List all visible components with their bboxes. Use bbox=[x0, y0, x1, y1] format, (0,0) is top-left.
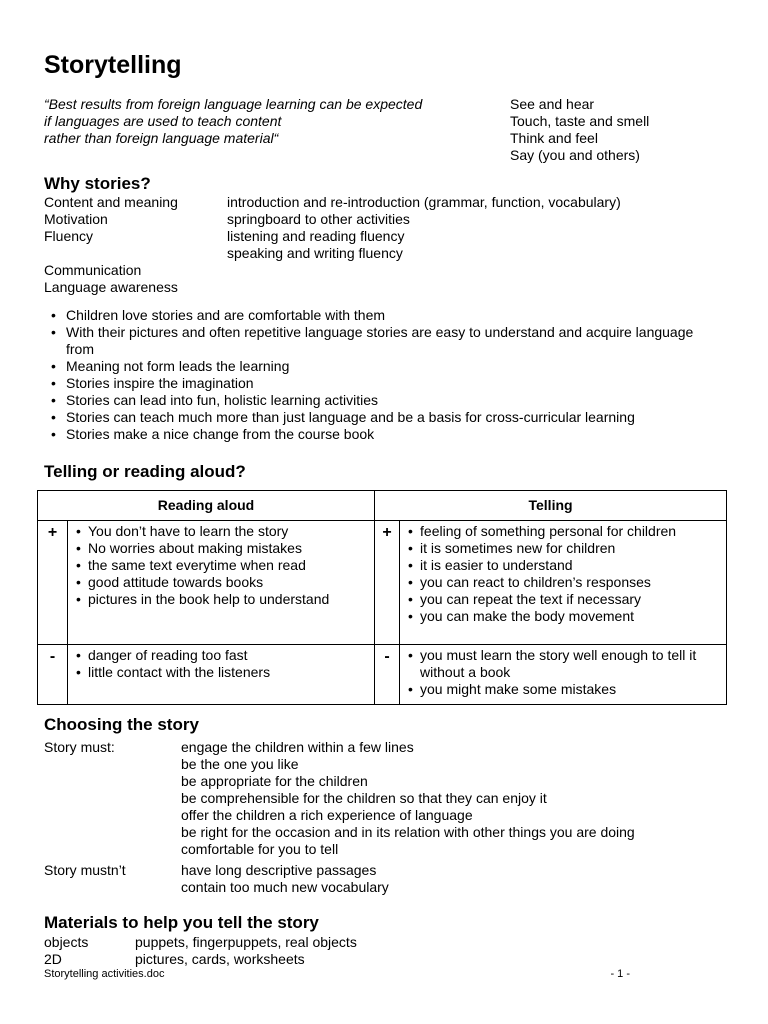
spacer bbox=[44, 807, 181, 824]
comparison-table bbox=[37, 490, 727, 705]
spacer bbox=[44, 879, 181, 896]
list-item: • Stories can teach much more than just language and be a basis for cross-curricular learning bbox=[44, 409, 724, 426]
why-row-value: listening and reading fluency bbox=[227, 228, 405, 244]
why-row-value bbox=[227, 262, 724, 279]
list-item: • Meaning not form leads the learning bbox=[44, 358, 724, 375]
why-row bbox=[44, 194, 724, 211]
list-item: comfortable for you to tell bbox=[181, 841, 339, 857]
sense-item: Think and feel bbox=[510, 130, 598, 146]
materials-label: objects bbox=[44, 934, 89, 950]
why-row-label: Content and meaning bbox=[44, 194, 178, 210]
reading-plus-cell bbox=[68, 521, 375, 645]
why-row-label: Motivation bbox=[44, 211, 108, 227]
list-item: • Children love stories and are comfortable with them bbox=[44, 307, 724, 324]
page-footer bbox=[44, 968, 630, 981]
choosing-row bbox=[44, 756, 744, 773]
list-item: • pictures in the book help to understand bbox=[74, 591, 368, 608]
reading-minus-cell bbox=[68, 645, 375, 705]
materials-row bbox=[44, 934, 544, 951]
list-item: engage the children within a few lines bbox=[181, 739, 414, 755]
why-row-value bbox=[227, 279, 724, 296]
spacer bbox=[44, 790, 181, 807]
choosing-row bbox=[44, 790, 744, 807]
plus-sign: + bbox=[375, 521, 400, 645]
minus-sign: - bbox=[38, 645, 68, 705]
table-header-row bbox=[38, 491, 727, 521]
list-item: • the same text everytime when read bbox=[74, 557, 368, 574]
footer-filename: Storytelling activities.doc bbox=[44, 968, 165, 980]
list-item: • You don’t have to learn the story bbox=[74, 523, 368, 540]
list-item: be the one you like bbox=[181, 756, 299, 772]
list-item: • it is easier to understand bbox=[406, 557, 720, 574]
why-row bbox=[44, 245, 724, 262]
why-row-label bbox=[44, 245, 227, 262]
list-item: • No worries about making mistakes bbox=[74, 540, 368, 557]
minus-sign: - bbox=[375, 645, 400, 705]
list-item: • you can make the body movement bbox=[406, 608, 720, 625]
list-item: be appropriate for the children bbox=[181, 773, 368, 789]
plus-sign: + bbox=[38, 521, 68, 645]
why-row bbox=[44, 279, 724, 296]
footer-page-number: - 1 - bbox=[610, 968, 630, 980]
quote bbox=[44, 96, 494, 147]
page-title: Storytelling bbox=[44, 51, 182, 79]
story-must-label: Story must: bbox=[44, 739, 115, 755]
list-item: • little contact with the listeners bbox=[74, 664, 368, 681]
choosing-heading: Choosing the story bbox=[44, 715, 199, 734]
story-mustnt-label: Story mustn’t bbox=[44, 862, 126, 878]
sense-item: Touch, taste and smell bbox=[510, 113, 650, 129]
list-item: • Stories can lead into fun, holistic learning activities bbox=[44, 392, 724, 409]
materials-value: puppets, fingerpuppets, real objects bbox=[135, 934, 357, 950]
list-item: contain too much new vocabulary bbox=[181, 879, 389, 895]
benefits-list bbox=[44, 307, 724, 443]
choosing-row bbox=[44, 807, 744, 824]
list-item: offer the children a rich experience of language bbox=[181, 807, 473, 823]
telling-heading: Telling or reading aloud? bbox=[44, 462, 246, 481]
table-row-plus bbox=[38, 521, 727, 645]
list-item: • Stories inspire the imagination bbox=[44, 375, 724, 392]
why-row bbox=[44, 262, 724, 279]
choosing-grid bbox=[44, 739, 744, 896]
column-header-reading: Reading aloud bbox=[38, 491, 375, 521]
list-item: have long descriptive passages bbox=[181, 862, 377, 878]
table-row-minus bbox=[38, 645, 727, 705]
list-item: • you must learn the story well enough to tell it without a book bbox=[406, 647, 720, 681]
list-item: • feeling of something personal for children bbox=[406, 523, 720, 540]
list-item: • With their pictures and often repetitive language stories are easy to understand and acquire language from bbox=[44, 324, 724, 358]
list-item: • you might make some mistakes bbox=[406, 681, 720, 698]
sense-item: See and hear bbox=[510, 96, 595, 112]
why-row-label: Fluency bbox=[44, 228, 94, 244]
telling-plus-cell bbox=[400, 521, 727, 645]
quote-line: rather than foreign language material“ bbox=[44, 130, 279, 146]
why-row bbox=[44, 211, 724, 228]
spacer bbox=[44, 824, 181, 841]
materials-grid bbox=[44, 934, 544, 968]
why-row-value: speaking and writing fluency bbox=[227, 245, 403, 261]
materials-value: pictures, cards, worksheets bbox=[135, 951, 305, 967]
quote-line: if languages are used to teach content bbox=[44, 113, 282, 129]
senses-list bbox=[510, 96, 649, 164]
why-stories-heading: Why stories? bbox=[44, 174, 151, 193]
column-header-telling: Telling bbox=[375, 491, 727, 521]
choosing-row bbox=[44, 739, 744, 756]
list-item: • danger of reading too fast bbox=[74, 647, 368, 664]
materials-row bbox=[44, 951, 544, 968]
telling-minus-cell bbox=[400, 645, 727, 705]
spacer bbox=[44, 841, 181, 858]
why-row bbox=[44, 228, 724, 245]
why-row-label: Communication bbox=[44, 262, 142, 278]
why-stories-grid bbox=[44, 194, 724, 296]
why-row-value: introduction and re-introduction (grammar, function, vocabulary) bbox=[227, 194, 621, 210]
materials-heading: Materials to help you tell the story bbox=[44, 913, 319, 932]
list-item: be right for the occasion and in its relation with other things you are doing bbox=[181, 824, 635, 840]
choosing-row bbox=[44, 773, 744, 790]
list-item: be comprehensible for the children so that they can enjoy it bbox=[181, 790, 547, 806]
list-item: • you can repeat the text if necessary bbox=[406, 591, 720, 608]
list-item: • you can react to children’s responses bbox=[406, 574, 720, 591]
list-item: • good attitude towards books bbox=[74, 574, 368, 591]
why-row-value: springboard to other activities bbox=[227, 211, 410, 227]
list-item: • it is sometimes new for children bbox=[406, 540, 720, 557]
choosing-row bbox=[44, 862, 744, 879]
materials-label: 2D bbox=[44, 951, 62, 967]
spacer bbox=[44, 756, 181, 773]
quote-line: “Best results from foreign language learning can be expected bbox=[44, 96, 423, 112]
choosing-row bbox=[44, 824, 744, 841]
spacer bbox=[44, 773, 181, 790]
sense-item: Say (you and others) bbox=[510, 147, 640, 163]
choosing-row bbox=[44, 879, 744, 896]
why-row-label: Language awareness bbox=[44, 279, 178, 295]
choosing-row bbox=[44, 841, 744, 858]
list-item: • Stories make a nice change from the course book bbox=[44, 426, 724, 443]
